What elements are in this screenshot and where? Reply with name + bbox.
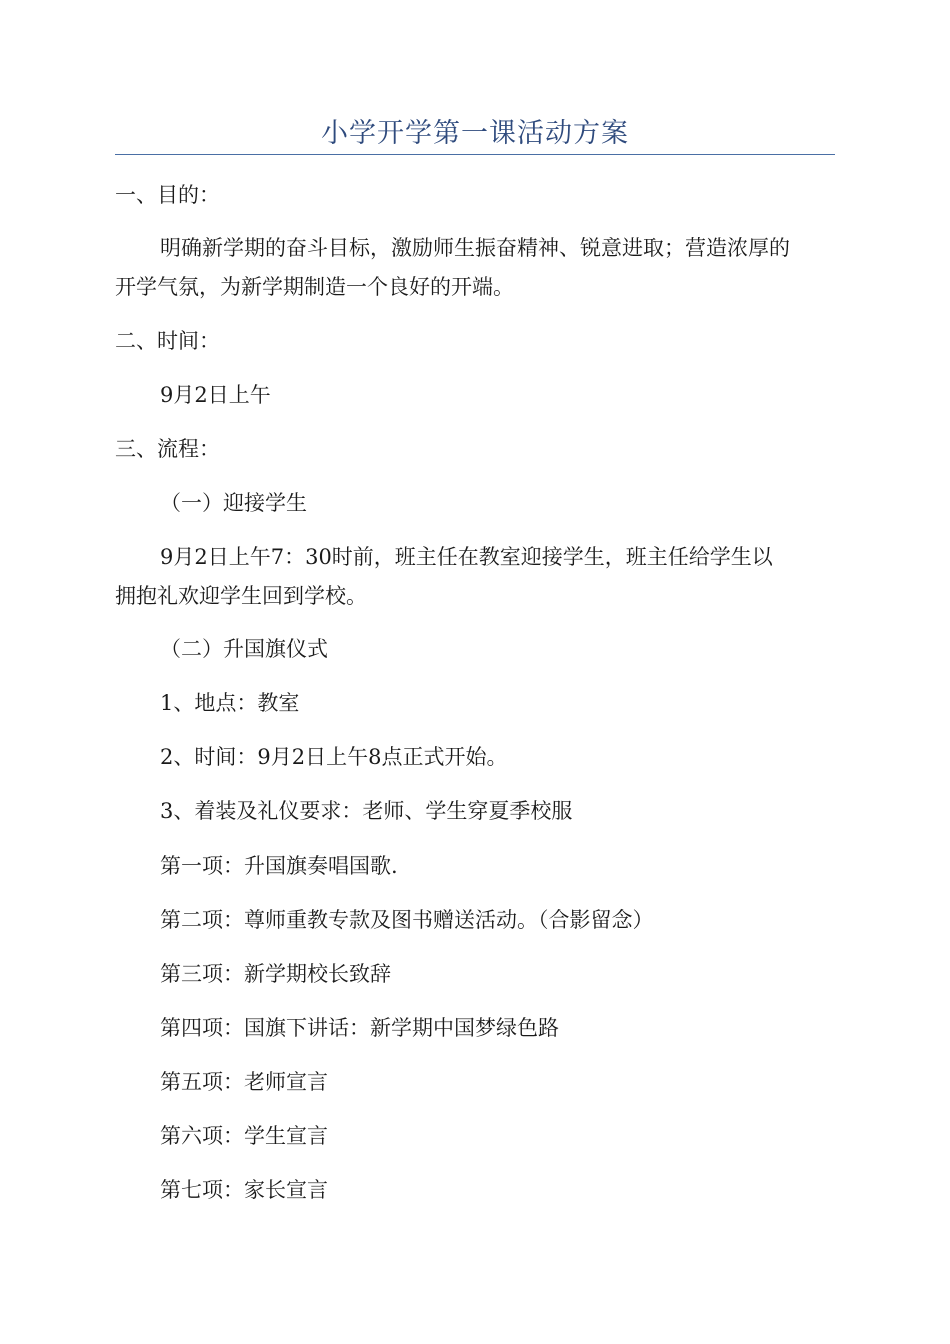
subsection-heading: （二）升国旗仪式 bbox=[160, 637, 328, 661]
paragraph-line: 拥抱礼欢迎学生回到学校。 bbox=[115, 584, 367, 608]
section-heading-purpose: 一、目的： bbox=[115, 183, 220, 207]
list-item: 第七项：家长宣言 bbox=[160, 1178, 328, 1202]
list-item: 第六项：学生宣言 bbox=[160, 1124, 328, 1148]
list-item: 第四项：国旗下讲话：新学期中国梦绿色路 bbox=[160, 1016, 559, 1040]
list-item: 第三项：新学期校长致辞 bbox=[160, 962, 391, 986]
subsection-heading: （一）迎接学生 bbox=[160, 491, 307, 515]
paragraph-line: 开学气氛，为新学期制造一个良好的开端。 bbox=[115, 275, 514, 299]
document-title: 小学开学第一课活动方案 bbox=[321, 118, 629, 149]
list-item: 1、地点：教室 bbox=[160, 691, 300, 715]
list-item: 第一项：升国旗奏唱国歌. bbox=[160, 854, 398, 878]
section-heading-process: 三、流程： bbox=[115, 437, 220, 461]
paragraph-line: 明确新学期的奋斗目标，激励师生振奋精神、锐意进取；营造浓厚的 bbox=[160, 236, 790, 260]
paragraph-line: 9月2日上午7：30时前，班主任在教室迎接学生，班主任给学生以 bbox=[160, 545, 773, 569]
title-underline bbox=[115, 154, 835, 155]
section-heading-time: 二、时间： bbox=[115, 329, 220, 353]
list-item: 第五项：老师宣言 bbox=[160, 1070, 328, 1094]
list-item: 3、着装及礼仪要求：老师、学生穿夏季校服 bbox=[160, 799, 573, 823]
list-item: 第二项：尊师重教专款及图书赠送活动。（合影留念） bbox=[160, 908, 654, 932]
paragraph-line: 9月2日上午 bbox=[160, 383, 271, 407]
list-item: 2、时间：9月2日上午8点正式开始。 bbox=[160, 745, 508, 769]
